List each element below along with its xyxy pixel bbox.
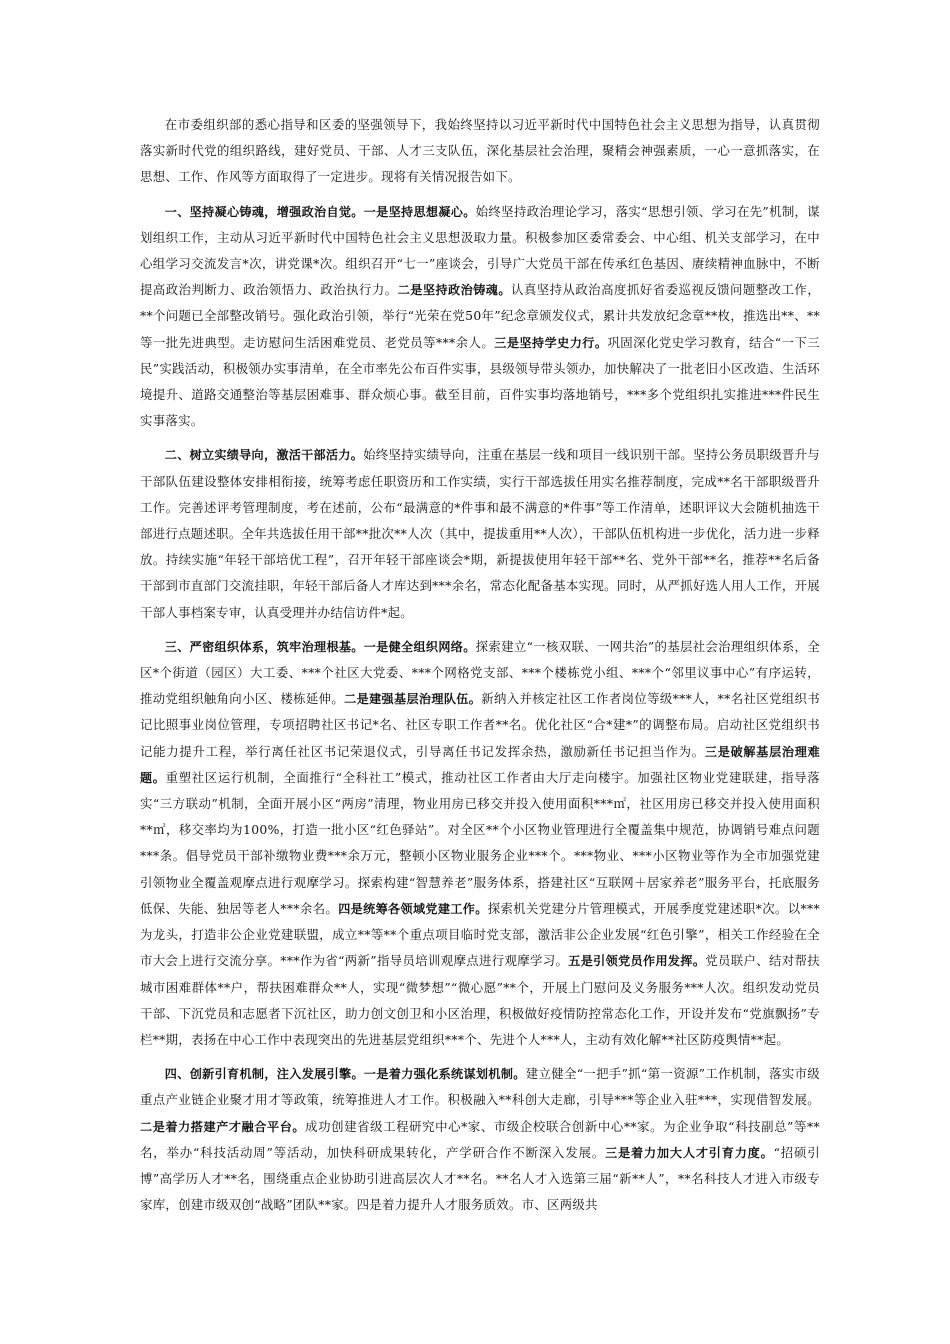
subpoint-heading: 二是着力搭建产才融合平台。 — [140, 1119, 306, 1134]
document-body — [140, 112, 820, 1226]
text-segment: 探索建立“一核双联、一网共治”的基层社会治理组织体系，全区*个街道（园区）大工委、***个社区大党委、***个网格党支部、***个楼栋党小组、***个“邻里议事中心”有序运转，推动党组织触角向小区、楼栋延伸。 — [140, 638, 820, 707]
subpoint-heading: 四是统筹各领域党建工作。 — [338, 901, 488, 916]
subpoint-heading: 三是破解基层治理难题。 — [140, 744, 821, 785]
paragraph-section-1 — [140, 199, 820, 435]
paragraph-section-3 — [140, 634, 820, 1053]
text-segment: 巩固深化党史学习教育，结合“一下三民”实践活动，积极领办实事清单，在全市率先公布百件实事，县级领导带头领办，加快解决了一批老旧小区改造、生活环境提升、道路交通整治等基层困难事、群众烦心事。截至目前，百件实事均落地销号，***多个党组织扎实推进***件民生实事落实。 — [140, 334, 820, 429]
subpoint-heading: 三是坚持学史力行。 — [494, 335, 608, 350]
text-segment: 重塑社区运行机制，全面推行“全科社工”模式，推动社区工作者由大厅走向楼宇。加强社区物业党建联建，指导落实“三方联动”机制，全面开展小区“两房”清理，物业用房已移交并投入使用面积***㎡，社区用房已移交并投入使用面积**㎡，移交率均为100%，打造一批小区“红色驿站”。对全区**个小区物业管理进行全覆盖集中规范，协调销号难点问题***条。倡导党员干部补缴物业费***余万元，整顿小区物业服务企业***个。***物业、***小区物业等作为全市加强党建引领物业全覆盖观摩点进行观摩学习。探索构建“智慧养老”服务体系，搭建社区“互联网＋居家养老”服务平台，托底服务低保、失能、独居等老人***余名。 — [140, 769, 820, 916]
paragraph-section-2 — [140, 442, 820, 625]
subpoint-heading: 二是坚持政治铸魂。 — [397, 283, 511, 298]
subpoint-heading: 二是建强基层治理队伍。 — [344, 692, 482, 707]
text-segment: 党员联户、结对帮扶城市困难群体**户，帮扶困难群众**人，实现“微梦想”“微心愿”**个，开展上门慰问及义务服务***人次。组织发动党员干部、下沉党员和志愿者下沉社区，助力创文创卫和小区治理，积极做好疫情防控常态化工作，开设并发布“党旗飘扬”专栏**期，表扬在中心工作中表现突出的先进基层党组织***个、先进个人***人，主动有效化解**社区防疫舆情**起。 — [140, 953, 820, 1047]
text-segment: 始终坚持实绩导向，注重在基层一线和项目一线识别干部。坚持公务员职级晋升与干部队伍建设整体安排相衔接，统筹考虑任职资历和工作实绩，实行干部选拔任用实名推荐制度，完成**名干部职级晋升工作。完善述评考管理制度，考在述前，公布“最满意的*件事和最不满意的*件事”等工作清单，述职评议大会随机抽选干部进行点题述职。全年共选拔任用干部**批次**人次（其中，提拔重用**人次），干部队伍机构进一步优化，活力进一步释放。持续实施“年轻干部培优工程”，召开年轻干部座谈会*期，新提拔使用年轻干部**名、党外干部**名，推荐**名后备干部到市直部门交流挂职，年轻干部后备人才库达到***余名，常态化配备基本实现。同时，从严抓好选人用人工作，开展干部人事档案专审，认真受理并办结信访件*起。 — [140, 447, 820, 620]
section-heading: 二、树立实绩导向，激活干部活力。 — [164, 448, 364, 463]
text-segment: 新纳入并核定社区工作者岗位等级***人，**名社区党组织书记比照事业岗位管理，专项招聘社区书记*名、社区专职工作者**名。优化社区“合*建*”的调整布局。启动社区党组织书记能力提升工程，举行离任社区书记荣退仪式，引导离任书记发挥余热，激励新任书记担当作为。 — [140, 691, 820, 759]
text-segment: 建立健全“一把手”抓“第一资源”工作机制，落实市级重点产业链企业聚才用才等政策，统筹推进人才工作。积极融入**科创大走廊，引导***等企业入驻***，实现借智发展。 — [140, 1066, 820, 1108]
subpoint-heading: 三是着力加大人才引育力度。 — [605, 1145, 774, 1160]
text-segment: 在市委组织部的悉心指导和区委的坚强领导下，我始终坚持以习近平新时代中国特色社会主义思想为指导，认真贯彻落实新时代党的组织路线，建好党员、干部、人才三支队伍，深化基层社会治理，聚精会神强素质，一心一意抓落实，在思想、工作、作风等方面取得了一定进步。现将有关情况报告如下。 — [140, 117, 820, 185]
text-segment: 探索机关党建分片管理模式，开展季度党建述职*次。以***为龙头，打造非公企业党建联盟，成立**等**个重点项目临时党支部，激活非公企业发展“红色引擎”，相关工作经验在全市大会上进行交流分享。***作为省“两新”指导员培训观摩点进行观摩学习。 — [140, 900, 820, 969]
text-segment: 认真坚持从政治高度抓好省委巡视反馈问题整改工作，**个问题已全部整改销号。强化政治引领，举行“光荣在党50年”纪念章颁发仪式，累计共发放纪念章**枚，推选出**、**等一批先进典型。走访慰问生活困难党员、老党员等***余人。 — [140, 282, 821, 350]
section-heading: 四、创新引育机制，注入发展引擎。一是着力强化系统谋划机制。 — [164, 1067, 526, 1082]
paragraph-intro — [140, 112, 820, 191]
text-segment: 成功创建省级工程研究中心*家、市级企校联合创新中心**家。为企业争取“科技副总”等**名，举办“科技活动周”等活动，加快科研成果转化，产学研合作不断深入发展。 — [140, 1118, 820, 1160]
paragraph-section-4 — [140, 1061, 820, 1218]
text-segment: 始终坚持政治理论学习，落实“思想引领、学习在先”机制，谋划组织工作，主动从习近平新时代中国特色社会主义思想汲取力量。积极参加区委常委会、中心组、机关支部学习，在中心组学习交流发言*次，讲党课*次。组织召开“七一”座谈会，引导广大党员干部在传承红色基因、赓续精神血脉中，不断提高政治判断力、政治领悟力、政治执行力。 — [140, 203, 820, 298]
text-segment: “招硕引博”高学历人才**名，围绕重点企业协助引进高层次人才**名。**名人才入选第三届“新**人”，**名科技人才进入市级专家库，创建市级双创“战略”团队**家。四是着力提升人才服务质效。市、区两级共 — [140, 1144, 820, 1213]
section-heading: 三、严密组织体系，筑牢治理根基。一是健全组织网络。 — [164, 639, 476, 654]
subpoint-heading: 五是引领党员作用发挥。 — [568, 954, 706, 969]
section-heading: 一、坚持凝心铸魂，增强政治自觉。一是坚持思想凝心。 — [164, 204, 476, 219]
